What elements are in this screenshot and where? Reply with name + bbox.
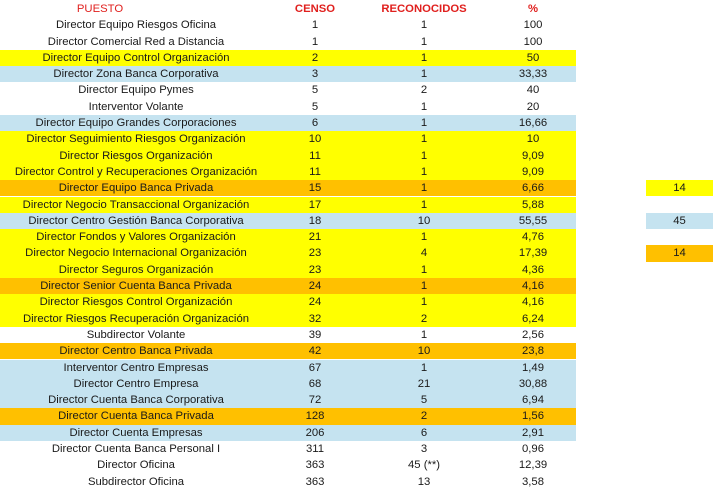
table-row	[0, 164, 576, 180]
cell-reconocidos: 1	[420, 149, 428, 162]
cell-pct: 100	[523, 19, 543, 32]
cell-censo: 21	[308, 231, 322, 244]
cell-censo: 67	[308, 361, 322, 374]
cell-puesto: Director Riesgos Control Organización	[39, 296, 233, 309]
table-row	[0, 376, 576, 392]
cell-reconocidos: 2	[420, 410, 428, 423]
side-total-cell: 14	[646, 245, 713, 261]
header-row	[0, 0, 550, 17]
cell-censo: 11	[309, 165, 321, 178]
header-reconocidos: RECONOCIDOS	[381, 3, 467, 15]
header-puesto: PUESTO	[76, 3, 124, 15]
cell-pct: 23,8	[522, 345, 544, 358]
cell-pct: 12,39	[518, 459, 548, 472]
cell-reconocidos: 3	[420, 443, 428, 455]
cell-pct: 9,09	[522, 149, 544, 162]
cell-reconocidos: 1	[420, 328, 428, 341]
cell-reconocidos: 1	[420, 133, 428, 146]
cell-pct: 17,39	[518, 247, 548, 260]
cell-censo: 2	[311, 51, 319, 64]
cell-pct: 1,56	[522, 410, 544, 423]
cell-reconocidos: 10	[417, 214, 431, 227]
cell-censo: 23	[308, 247, 322, 260]
cell-reconocidos: 1	[420, 296, 428, 309]
cell-censo: 24	[308, 280, 322, 292]
cell-censo: 11	[309, 149, 321, 162]
cell-pct: 2,56	[522, 328, 544, 341]
side-total-cell: 45	[646, 213, 713, 229]
table-row	[0, 34, 576, 50]
cell-puesto: Subdirector Oficina	[87, 475, 185, 488]
cell-reconocidos: 6	[420, 426, 428, 439]
cell-pct: 33,33	[518, 68, 548, 81]
cell-reconocidos: 1	[420, 100, 428, 113]
table-row	[0, 82, 576, 98]
cell-censo: 3	[311, 68, 319, 81]
cell-pct: 6,94	[522, 394, 544, 407]
cell-censo: 6	[311, 117, 319, 129]
cell-puesto: Director Seguimiento Riesgos Organización	[26, 133, 246, 146]
table-row	[0, 327, 576, 343]
cell-puesto: Director Zona Banca Corporativa	[53, 68, 219, 81]
table-row	[0, 262, 576, 278]
cell-reconocidos: 1	[420, 263, 428, 276]
table-row	[0, 425, 576, 441]
cell-pct: 9,09	[522, 165, 544, 178]
cell-puesto: Director Fondos y Valores Organización	[36, 231, 236, 244]
cell-reconocidos: 10	[417, 345, 431, 358]
table-row	[0, 180, 576, 196]
cell-reconocidos: 1	[420, 165, 428, 178]
cell-censo: 363	[305, 475, 325, 488]
cell-censo: 32	[308, 312, 322, 325]
table-row	[0, 148, 576, 164]
table-row	[0, 17, 576, 33]
cell-pct: 6,66	[522, 182, 544, 195]
cell-pct: 3,58	[522, 475, 544, 488]
cell-puesto: Director Riesgos Recuperación Organización	[22, 312, 250, 325]
cell-puesto: Director Centro Banca Privada	[59, 345, 213, 358]
cell-censo: 17	[308, 198, 322, 211]
cell-censo: 5	[311, 84, 319, 97]
cell-pct: 100	[523, 35, 543, 48]
cell-reconocidos: 1	[420, 35, 428, 48]
cell-pct: 4,16	[522, 280, 544, 292]
cell-pct: 4,16	[522, 296, 544, 309]
table-row	[0, 457, 576, 473]
table-row	[0, 474, 576, 490]
cell-puesto: Director Negocio Internacional Organización	[25, 247, 247, 260]
cell-reconocidos: 21	[417, 377, 431, 390]
table-row	[0, 408, 576, 424]
cell-pct: 30,88	[518, 377, 548, 390]
cell-censo: 363	[305, 459, 325, 472]
cell-puesto: Director Oficina	[97, 459, 175, 472]
cell-puesto: Director Cuenta Empresas	[69, 426, 203, 439]
cell-puesto: Director Control y Recuperaciones Organización	[14, 165, 258, 178]
table-row	[0, 245, 576, 261]
table-row	[0, 441, 576, 457]
cell-reconocidos: 1	[420, 231, 428, 244]
cell-pct: 1,49	[522, 361, 544, 374]
cell-censo: 1	[311, 19, 319, 32]
cell-censo: 1	[311, 35, 319, 48]
cell-pct: 40	[526, 84, 540, 97]
header-pct: %	[527, 3, 539, 15]
cell-pct: 10	[526, 133, 540, 146]
cell-reconocidos: 4	[420, 247, 428, 260]
cell-puesto: Director Comercial Red a Distancia	[47, 35, 225, 48]
cell-puesto: Director Cuenta Banca Privada	[58, 410, 214, 423]
table-row	[0, 213, 576, 229]
cell-pct: 4,76	[522, 231, 544, 244]
table-row	[0, 343, 576, 359]
cell-censo: 72	[308, 394, 322, 407]
cell-reconocidos: 5	[420, 394, 428, 407]
cell-reconocidos: 1	[420, 117, 428, 129]
cell-censo: 68	[308, 377, 322, 390]
cell-pct: 6,24	[522, 312, 544, 325]
cell-puesto: Director Centro Gestión Banca Corporativa	[28, 214, 244, 227]
cell-puesto: Director Equipo Grandes Corporaciones	[35, 117, 237, 129]
cell-censo: 5	[311, 100, 319, 113]
cell-puesto: Director Riesgos Organización	[59, 149, 213, 162]
cell-puesto: Director Negocio Transaccional Organización	[22, 198, 250, 211]
table-row	[0, 294, 576, 310]
cell-reconocidos: 45 (**)	[407, 459, 441, 472]
cell-reconocidos: 2	[420, 84, 428, 97]
cell-puesto: Director Centro Empresa	[73, 377, 199, 390]
cell-reconocidos: 1	[420, 280, 428, 292]
cell-censo: 24	[308, 296, 322, 309]
cell-puesto: Interventor Centro Empresas	[63, 361, 209, 374]
cell-puesto: Director Seguros Organización	[58, 263, 214, 276]
table-row	[0, 360, 576, 376]
cell-reconocidos: 1	[420, 182, 428, 195]
table-row	[0, 278, 576, 294]
table-row	[0, 229, 576, 245]
cell-reconocidos: 1	[420, 68, 428, 81]
table-row	[0, 131, 576, 147]
cell-pct: 20	[526, 100, 540, 113]
cell-censo: 23	[308, 263, 322, 276]
table-row	[0, 311, 576, 327]
cell-puesto: Director Equipo Banca Privada	[58, 182, 214, 195]
cell-censo: 128	[305, 410, 325, 423]
cell-censo: 206	[305, 426, 325, 439]
cell-pct: 4,36	[522, 263, 544, 276]
cell-pct: 5,88	[522, 198, 544, 211]
cell-puesto: Director Senior Cuenta Banca Privada	[40, 280, 232, 292]
header-censo: CENSO	[294, 3, 336, 15]
table-row	[0, 66, 576, 82]
table-row	[0, 99, 576, 115]
cell-puesto: Interventor Volante	[88, 100, 184, 113]
cell-puesto: Director Equipo Pymes	[78, 84, 194, 97]
cell-reconocidos: 1	[420, 361, 428, 374]
cell-reconocidos: 1	[420, 19, 428, 32]
cell-censo: 311	[305, 443, 324, 455]
table-row	[0, 50, 576, 66]
cell-pct: 16,66	[518, 117, 548, 129]
cell-censo: 39	[308, 328, 322, 341]
cell-pct: 0,96	[522, 443, 544, 455]
table-row	[0, 115, 576, 131]
cell-censo: 15	[308, 182, 322, 195]
cell-puesto: Director Cuenta Banca Personal I	[51, 443, 221, 455]
cell-puesto: Director Equipo Control Organización	[42, 51, 230, 64]
cell-censo: 10	[308, 133, 322, 146]
cell-pct: 50	[526, 51, 540, 64]
cell-reconocidos: 13	[417, 475, 431, 488]
side-total-cell: 14	[646, 180, 713, 196]
cell-pct: 2,91	[522, 426, 544, 439]
cell-puesto: Subdirector Volante	[86, 328, 186, 341]
cell-reconocidos: 1	[420, 51, 428, 64]
cell-censo: 42	[308, 345, 322, 358]
table-row	[0, 197, 576, 213]
cell-censo: 18	[308, 214, 322, 227]
cell-pct: 55,55	[518, 214, 548, 227]
cell-reconocidos: 1	[420, 198, 428, 211]
cell-reconocidos: 2	[420, 312, 428, 325]
cell-puesto: Director Equipo Riesgos Oficina	[55, 19, 217, 32]
cell-puesto: Director Cuenta Banca Corporativa	[48, 394, 224, 407]
table-row	[0, 392, 576, 408]
